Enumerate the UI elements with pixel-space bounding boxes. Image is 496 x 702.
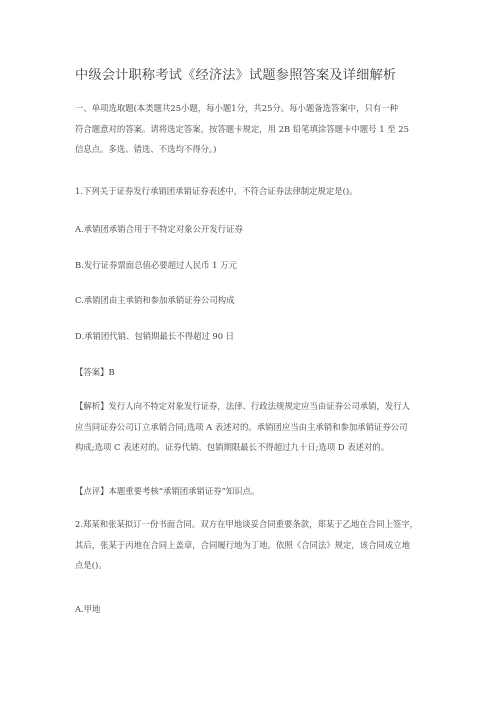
intro-line: 符合题意对的答案。请将选定答案，按答题卡规定，用 2B 铅笔填涂答题卡中题号 1 至 25	[75, 123, 409, 134]
intro-line: 信息点。多选、错选、不选均不得分。)	[75, 144, 217, 154]
document-title: 中级会计职称考试《经济法》试题参照答案及详细解析	[75, 68, 397, 83]
q2-option-a: A.甲地	[75, 604, 101, 614]
q1-option-c: C.承销团由主承销和参加承销证券公司构成	[75, 295, 235, 305]
q2-line: 2.郑某和张某拟订一份书面合同。双方在甲地谈妥合同重要条款，郑某于乙地在合同上签字，	[75, 519, 418, 529]
q2-line: 点是()。	[75, 560, 107, 570]
question-2	[75, 514, 424, 576]
question-1: 1.下列关于证券发行承销团承销证券表述中，不符合证券法律制定规定是()。	[75, 186, 358, 196]
intro-line: 一、单项选取题(本类题共25小题，每小题1分，共25分。每小题备选答案中，只有一种	[75, 103, 399, 113]
q1-option-d: D.承销团代销、包销期最长不得超过 90 日	[75, 331, 235, 341]
q1-option-b: B.发行证券票面总值必要超过人民币 1 万元	[75, 260, 237, 270]
q1-answer: 【答案】B	[75, 367, 115, 377]
analysis-line: 应当同证券公司订立承销合同;选项 A 表述对的。承销团应当由主承销和参加承销证券公司	[75, 421, 408, 432]
analysis-line: 构成;选项 C 表述对的。证券代销、包销期限最长不得超过九十日;选项 D 表述对的。	[75, 442, 390, 452]
analysis-line: 【解析】发行人向不特定对象发行证券，法律、行政法规规定应当由证券公司承销，发行人	[75, 401, 410, 411]
q1-comment: 【点评】本题重要考核“承销团承销证券”知识点。	[75, 486, 260, 496]
q2-line: 其后，张某于丙地在合同上盖章，合同履行地为丁地。依照《合同法》规定，该合同成立地	[75, 539, 410, 550]
q1-analysis	[75, 396, 424, 458]
section-intro	[75, 98, 424, 160]
q1-option-a: A.承销团承销合用于不特定对象公开发行证券	[75, 224, 243, 234]
